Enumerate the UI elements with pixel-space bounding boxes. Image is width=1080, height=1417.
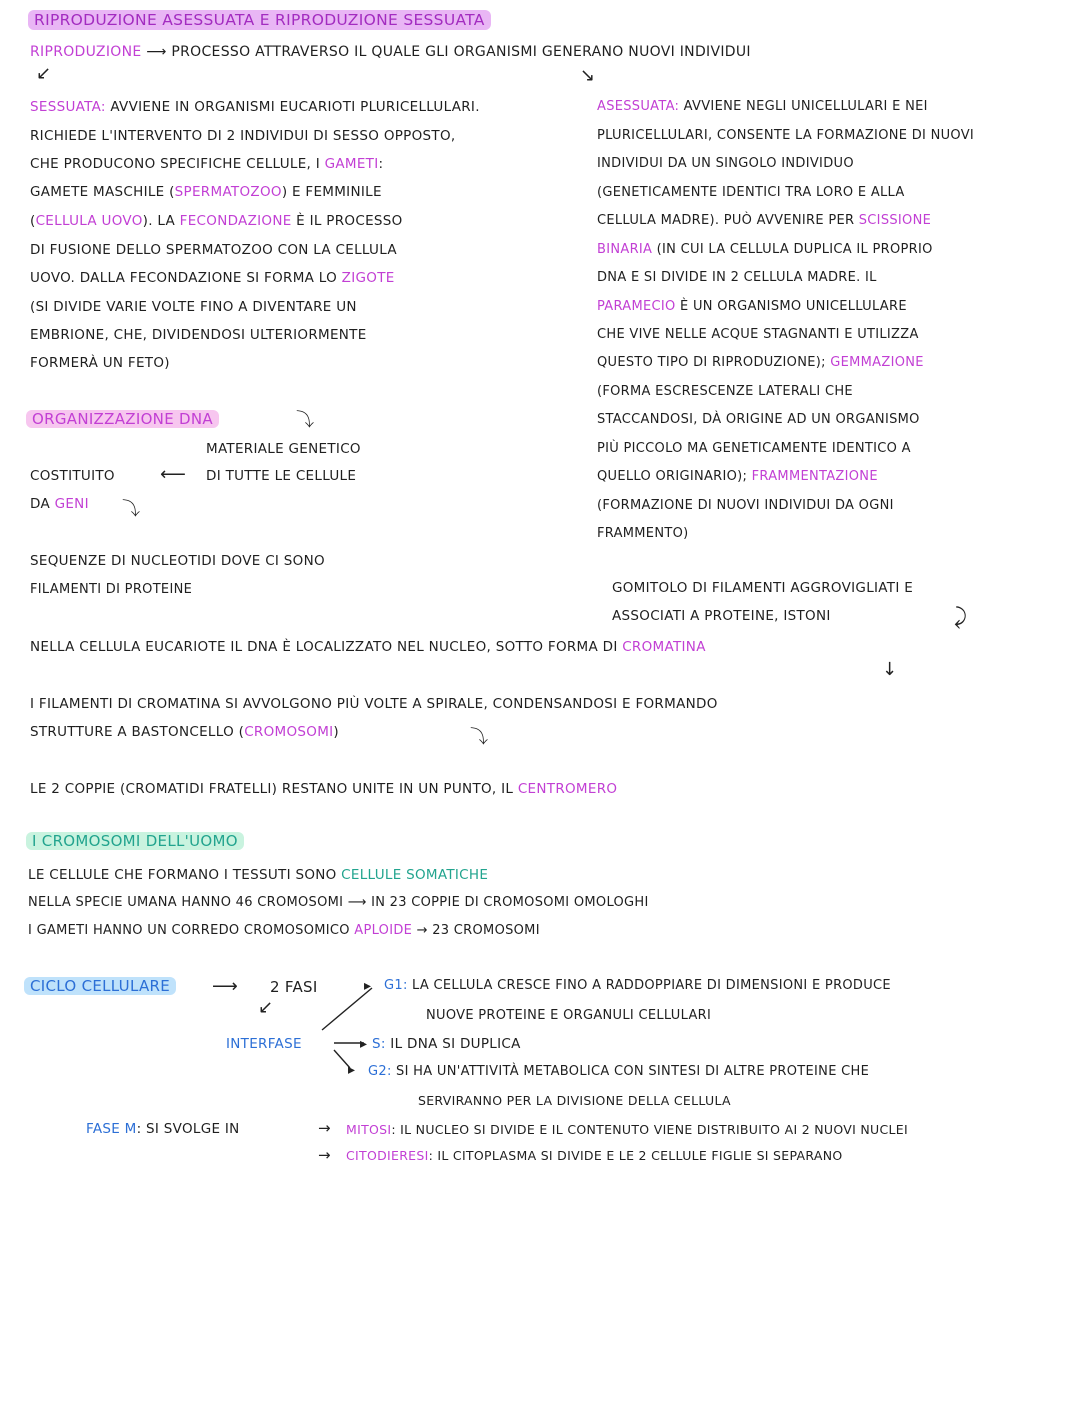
intro-definition: PROCESSO ATTRAVERSO IL QUALE GLI ORGANISMI GENERANO NUOVI INDIVIDUI [171, 44, 751, 60]
mitosi-line: MITOSI: IL NUCLEO SI DIVIDE E IL CONTENUTO VIENE DISTRIBUITO AI 2 NUOVI NUCLEI [346, 1122, 908, 1137]
text-line: QUELLO ORIGINARIO); FRAMMENTAZIONE [597, 469, 878, 484]
dna-material-line: MATERIALE GENETICO [206, 441, 361, 457]
text-line: ASESSUATA: AVVIENE NEGLI UNICELLULARI E NEI [597, 99, 928, 114]
text-line: (CELLULA UOVO). LA FECONDAZIONE È IL PROCESSO [30, 213, 403, 229]
right-arrow-icon: → [318, 1146, 331, 1164]
right-arrow-icon: → [318, 1119, 331, 1137]
text-line: DI FUSIONE DELLO SPERMATOZOO CON LA CELLULA [30, 242, 397, 258]
text-line: (SI DIVIDE VARIE VOLTE FINO A DIVENTARE UN [30, 299, 357, 315]
interfase-label: INTERFASE [226, 1036, 302, 1052]
page-title: RIPRODUZIONE ASESSUATA E RIPRODUZIONE SESSUATA [28, 10, 491, 30]
curved-arrow-icon: ⤸ [954, 605, 968, 630]
text-line: CHE VIVE NELLE ACQUE STAGNANTI E UTILIZZA [597, 327, 919, 342]
right-arrow-icon: → [412, 923, 433, 938]
text-line: (FORMAZIONE DI NUOVI INDIVIDUI DA OGNI [597, 498, 894, 513]
text-line: RICHIEDE L'INTERVENTO DI 2 INDIVIDUI DI SESSO OPPOSTO, [30, 128, 456, 144]
text-line: (FORMA ESCRESCENZE LATERALI CHE [597, 384, 853, 399]
g1-line: NUOVE PROTEINE E ORGANULI CELLULARI [426, 1008, 712, 1023]
dna-material-line: DI TUTTE LE CELLULE [206, 468, 357, 484]
intro-term: RIPRODUZIONE [30, 44, 142, 60]
ciclo-heading: CICLO CELLULARE [24, 976, 176, 996]
text-line: CELLULA MADRE). PUÒ AVVENIRE PER SCISSIONE [597, 213, 932, 228]
dna-sequence-line: SEQUENZE DI NUCLEOTIDI DOVE CI SONO [30, 553, 325, 569]
down-arrow-icon: ↘ [580, 65, 596, 86]
cromosomi-line: LE CELLULE CHE FORMANO I TESSUTI SONO CELLULE SOMATICHE [28, 867, 489, 883]
down-arrow-icon: ↓ [882, 659, 898, 680]
gomitolo-line: ASSOCIATI A PROTEINE, ISTONI [612, 608, 831, 624]
text-line: UOVO. DALLA FECONDAZIONE SI FORMA LO ZIGOTE [30, 270, 395, 286]
text-line: DNA E SI DIVIDE IN 2 CELLULA MADRE. IL [597, 270, 877, 285]
text-line: CHE PRODUCONO SPECIFICHE CELLULE, I GAMETI: [30, 156, 384, 172]
text-line: PLURICELLULARI, CONSENTE LA FORMAZIONE DI NUOVI [597, 128, 975, 143]
text-line: SESSUATA: AVVIENE IN ORGANISMI EUCARIOTI PLURICELLULARI. [30, 99, 480, 115]
text-line: GAMETE MASCHILE (SPERMATOZOO) E FEMMINILE [30, 184, 382, 200]
s-line: S: IL DNA SI DUPLICA [372, 1036, 521, 1052]
right-arrow-icon: ⟶ [343, 895, 372, 910]
text-line: QUESTO TIPO DI RIPRODUZIONE); GEMMAZIONE [597, 355, 924, 370]
g2-line: G2: SI HA UN'ATTIVITÀ METABOLICA CON SINTESI DI ALTRE PROTEINE CHE [368, 1064, 870, 1079]
fasi-label: 2 FASI [270, 978, 318, 996]
dna-costituito-line: COSTITUITO [30, 468, 115, 484]
fase-m-line: FASE M: SI SVOLGE IN [86, 1121, 240, 1137]
text-line: EMBRIONE, CHE, DIVIDENDOSI ULTERIORMENTE [30, 327, 367, 343]
g1-line: G1: LA CELLULA CRESCE FINO A RADDOPPIARE DI DIMENSIONI E PRODUCE [384, 978, 891, 993]
cromosomi-line: NELLA SPECIE UMANA HANNO 46 CROMOSOMI ⟶ IN 23 COPPIE DI CROMOSOMI OMOLOGHI [28, 895, 649, 910]
down-arrow-icon: ↙ [258, 997, 274, 1018]
down-arrow-icon: ↙ [36, 63, 52, 84]
right-arrow-icon: ▸ [348, 1062, 356, 1078]
text-line: STACCANDOSI, DÀ ORIGINE AD UN ORGANISMO [597, 412, 920, 427]
g2-line: SERVIRANNO PER LA DIVISIONE DELLA CELLULA [418, 1093, 731, 1108]
cromatina-line: STRUTTURE A BASTONCELLO (CROMOSOMI) [30, 724, 339, 740]
gomitolo-line: GOMITOLO DI FILAMENTI AGGROVIGLIATI E [612, 580, 914, 596]
right-arrow-icon: ▸ [360, 1036, 368, 1052]
text-line: FORMERÀ UN FETO) [30, 355, 170, 371]
dna-sequence-line: FILAMENTI DI PROTEINE [30, 582, 193, 597]
cromosomi-line: I GAMETI HANNO UN CORREDO CROMOSOMICO APLOIDE → 23 CROMOSOMI [28, 923, 540, 938]
left-arrow-icon: ⟵ [160, 464, 187, 485]
dna-geni-line: DA GENI [30, 496, 89, 512]
text-line: INDIVIDUI DA UN SINGOLO INDIVIDUO [597, 156, 854, 171]
centromero-line: LE 2 COPPIE (CROMATIDI FRATELLI) RESTANO UNITE IN UN PUNTO, IL CENTROMERO [30, 781, 618, 797]
right-arrow-icon: ⟶ [146, 44, 172, 60]
cromosomi-heading: I CROMOSOMI DELL'UOMO [26, 831, 244, 851]
text-line: (GENETICAMENTE IDENTICI TRA LORO E ALLA [597, 185, 905, 200]
right-arrow-icon: ▸ [364, 978, 372, 994]
dna-heading: ORGANIZZAZIONE DNA [26, 409, 219, 429]
right-arrow-icon: ⟶ [212, 976, 239, 997]
text-line: PARAMECIO È UN ORGANISMO UNICELLULARE [597, 299, 907, 314]
down-arrow-icon: ⤵ [122, 499, 141, 520]
text-line: PIÙ PICCOLO MA GENETICAMENTE IDENTICO A [597, 441, 911, 456]
nucleo-line: NELLA CELLULA EUCARIOTE IL DNA È LOCALIZZATO NEL NUCLEO, SOTTO FORMA DI CROMATINA [30, 639, 706, 655]
cromatina-line: I FILAMENTI DI CROMATINA SI AVVOLGONO PIÙ VOLTE A SPIRALE, CONDENSANDOSI E FORMANDO [30, 696, 718, 712]
text-line: BINARIA (IN CUI LA CELLULA DUPLICA IL PROPRIO [597, 242, 933, 257]
text-line: FRAMMENTO) [597, 526, 689, 541]
down-arrow-icon: ⤵ [470, 727, 489, 748]
down-arrow-icon: ⤵ [296, 410, 315, 431]
citodieresi-line: CITODIERESI: IL CITOPLASMA SI DIVIDE E LE 2 CELLULE FIGLIE SI SEPARANO [346, 1148, 843, 1163]
